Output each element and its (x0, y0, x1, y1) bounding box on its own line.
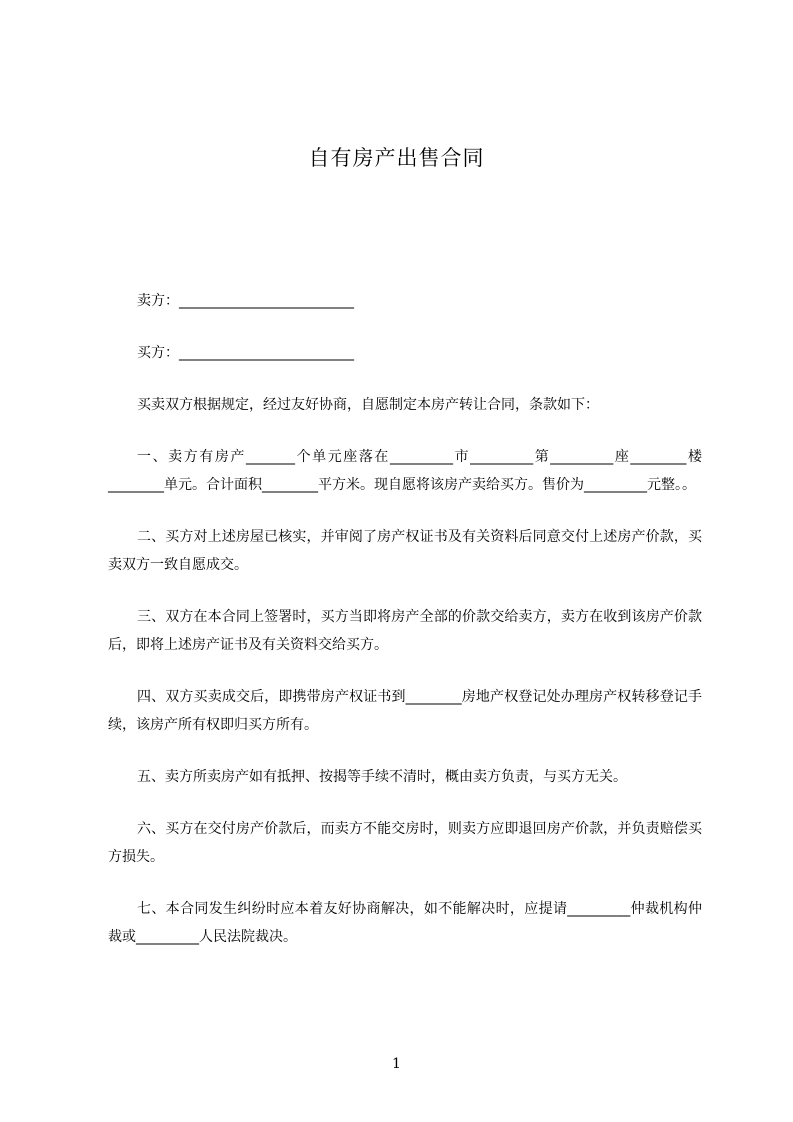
clause-7: 七、本合同发生纠纷时应本着友好协商解决，如不能解决时，应提请_________仲裁机构仲裁或_________人民法院裁决。 (108, 901, 702, 945)
contract-body (108, 287, 702, 951)
clause-1: 一、卖方有房产_______个单元座落在_________市_________第_________座________楼________单元。合计面积________平方米。现自愿将该房产卖给买方。售价为_________元整。。 (108, 449, 702, 493)
clause-5: 五、卖方所卖房产如有抵押、按揭等手续不清时，概由卖方负责，与买方无关。 (137, 769, 627, 785)
clause-6: 六、买方在交付房产价款后，而卖方不能交房时，则卖方应即退回房产价款，并负责赔偿买方损失。 (108, 821, 702, 865)
clause-4: 四、双方买卖成交后，即携带房产权证书到________房地产权登记处办理房产权转移登记手续，该房产所有权即归买方所有。 (108, 689, 702, 733)
clause-2: 二、买方对上述房屋已核实，并审阅了房产权证书及有关资料后同意交付上述房产价款，买卖双方一致自愿成交。 (108, 529, 702, 573)
buyer-line: 买方：_________________________ (137, 345, 354, 361)
intro-paragraph: 买卖双方根据规定，经过友好协商，自愿制定本房产转让合同，条款如下： (137, 397, 599, 413)
document-title: 自有房产出售合同 (308, 146, 485, 170)
page-number: 1 (392, 1056, 401, 1072)
seller-line: 卖方：_________________________ (137, 293, 354, 309)
clause-3: 三、双方在本合同上签署时，买方当即将房产全部的价款交给卖方，卖方在收到该房产价款后，即将上述房产证书及有关资料交给买方。 (108, 609, 702, 653)
